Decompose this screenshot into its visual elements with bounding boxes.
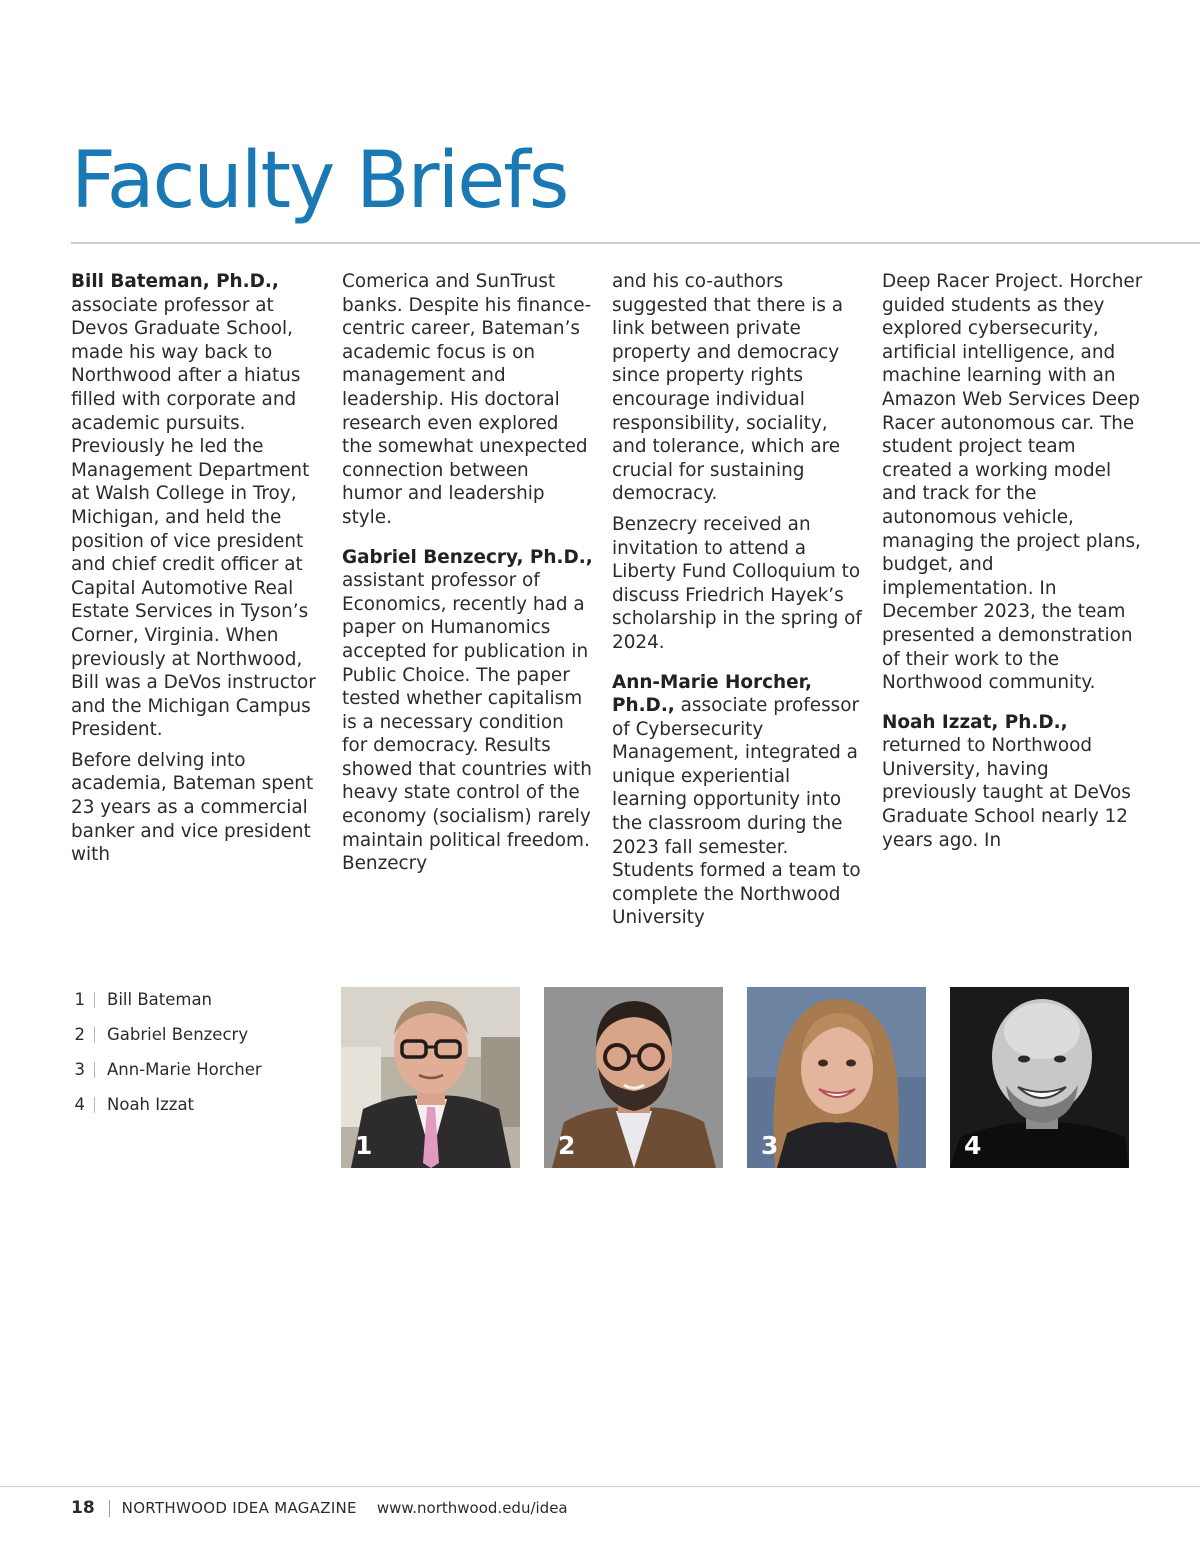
paragraph-text: Before delving into academia, Bateman spent 23 years as a commercial banker and vice president with	[71, 749, 314, 866]
portrait-photo-2	[544, 987, 723, 1168]
paragraph-text: assistant professor of Economics, recently had a paper on Humanomics accepted for publication in Public Choice. The paper tested whether capitalism is a necessary condition for democracy. Results showed that countries with heavy state control of the economy (socialism) rarely maintain political freedom. Benzecry	[342, 570, 592, 875]
divider	[94, 1097, 95, 1113]
magazine-url: www.northwood.edu/idea	[376, 1499, 568, 1517]
divider	[94, 992, 95, 1008]
portrait-photo-4	[950, 987, 1129, 1168]
photo-number: 2	[558, 1131, 576, 1160]
legend-item	[71, 982, 262, 1017]
text-column-3	[612, 270, 864, 937]
magazine-name: NORTHWOOD IDEA MAGAZINE	[121, 1499, 357, 1517]
paragraph	[342, 270, 594, 530]
footer-divider	[0, 1486, 1200, 1487]
portrait-photo-1	[341, 987, 520, 1168]
page-title: Faculty Briefs	[71, 136, 568, 226]
portrait-photo-3	[747, 987, 926, 1168]
divider	[109, 1500, 110, 1517]
legend-number: 2	[74, 1025, 85, 1044]
text-column-2	[342, 270, 594, 883]
legend-name: Ann-Marie Horcher	[107, 1060, 262, 1079]
page-number: 18	[71, 1498, 95, 1518]
legend-item	[71, 1017, 262, 1052]
paragraph-text: Deep Racer Project. Horcher guided students as they explored cybersecurity, artificial intelligence, and machine learning with an Amazon Web Services Deep Racer autonomous car. The student project team created a working model and track for the autonomous vehicle, managing the project plans, budget, and implementation. In December 2023, the team presented a demonstration of their work to the Northwood community.	[882, 271, 1143, 694]
faculty-name: Bill Bateman, Ph.D.,	[71, 271, 279, 292]
paragraph-text: Comerica and SunTrust banks. Despite his finance-centric career, Bateman’s academic focus is on management and leadership. His doctoral research even explored the somewhat unexpected connection between humor and leadership style.	[342, 271, 592, 528]
paragraph-text: and his co-authors suggested that there is a link between private property and democracy since property rights encourage individual responsibility, sociality, and tolerance, which are crucial for sustaining democracy.	[612, 271, 844, 505]
legend-name: Bill Bateman	[107, 990, 213, 1009]
paragraph-text: returned to Northwood University, having previously taught at DeVos Graduate School nearly 12 years ago. In	[882, 735, 1131, 851]
paragraph-text: associate professor of Cybersecurity Management, integrated a unique experiential learning opportunity into the classroom during the 2023 fall semester. Students formed a team to complete the Northwood University	[612, 695, 861, 929]
paragraph	[71, 270, 323, 742]
title-divider	[71, 242, 1200, 244]
photo-number: 3	[761, 1131, 779, 1160]
faculty-name: Ann-Marie Horcher, Ph.D.,	[612, 671, 812, 717]
photo-number: 4	[964, 1131, 982, 1160]
legend-number: 1	[74, 990, 85, 1009]
legend-number: 3	[74, 1060, 85, 1079]
faculty-name: Gabriel Benzecry, Ph.D.,	[342, 546, 593, 568]
photo-number: 1	[355, 1131, 373, 1160]
legend-name: Noah Izzat	[107, 1095, 195, 1114]
paragraph-text: Benzecry received an invitation to attend a Liberty Fund Colloquium to discuss Friedrich Hayek’s scholarship in the spring of 2024.	[612, 513, 862, 653]
faculty-name: Noah Izzat, Ph.D.,	[882, 711, 1068, 733]
legend-item	[71, 1087, 262, 1122]
paragraph	[882, 711, 1144, 853]
text-column-1	[71, 270, 323, 874]
text-column-4	[882, 270, 1144, 859]
legend-item	[71, 1052, 262, 1087]
paragraph	[71, 749, 323, 867]
photo-legend	[71, 982, 262, 1122]
paragraph	[612, 513, 864, 655]
legend-name: Gabriel Benzecry	[107, 1025, 249, 1044]
paragraph	[612, 671, 864, 931]
divider	[94, 1027, 95, 1043]
paragraph	[342, 546, 594, 876]
page-footer	[71, 1498, 568, 1518]
paragraph-text: associate professor at Devos Graduate School, made his way back to Northwood after a hiatus filled with corporate and academic pursuits. Previously he led the Management Department at Walsh College in Troy, Michigan, and held the position of vice president and chief credit officer at Capital Automotive Real Estate Services in Tyson’s Corner, Virginia. When previously at Northwood, Bill was a DeVos instructor and the Michigan Campus President.	[71, 294, 316, 741]
legend-number: 4	[74, 1095, 85, 1114]
paragraph	[882, 270, 1144, 695]
divider	[94, 1062, 95, 1078]
paragraph	[612, 270, 864, 506]
